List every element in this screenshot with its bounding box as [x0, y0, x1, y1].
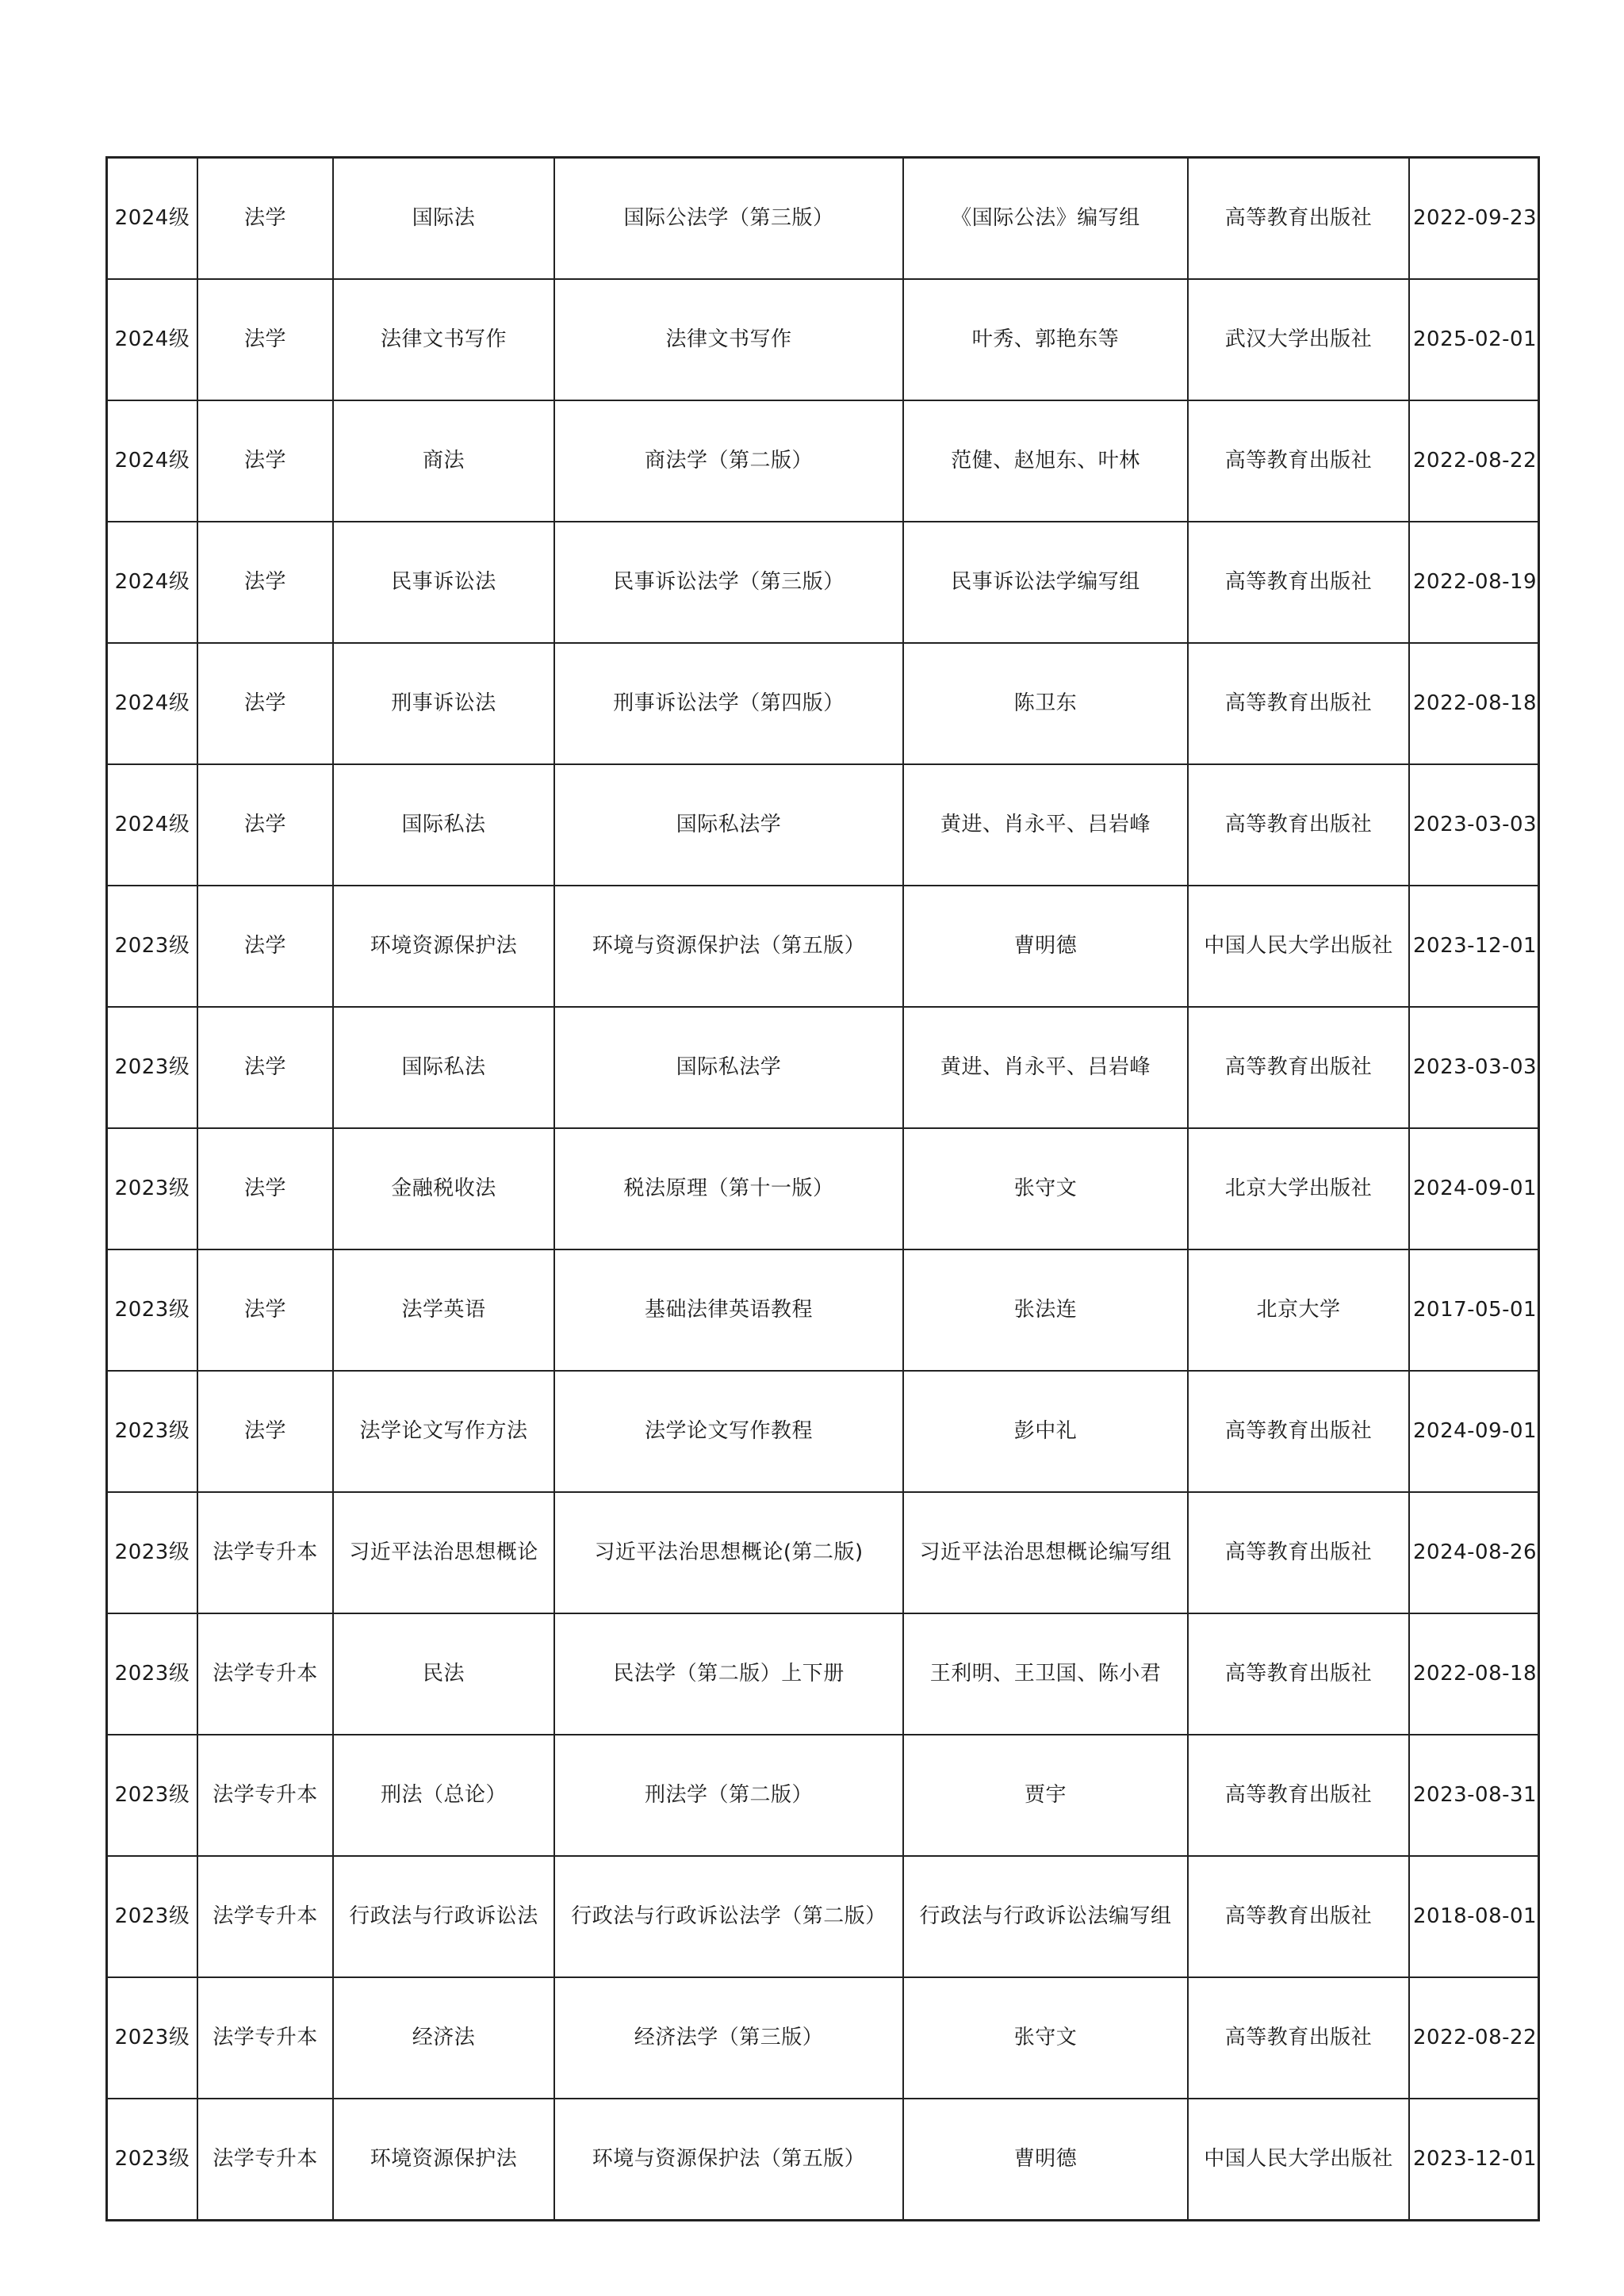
cell-textbook: 商法学（第二版）: [554, 400, 903, 522]
cell-publish-date: 2022-08-22: [1409, 1977, 1539, 2099]
cell-course: 行政法与行政诉讼法: [333, 1856, 554, 1977]
cell-textbook: 经济法学（第三版）: [554, 1977, 903, 2099]
cell-major: 法学: [197, 1371, 333, 1492]
cell-grade: 2023级: [107, 1249, 198, 1371]
table-row: [107, 1492, 1539, 1613]
cell-grade: 2023级: [107, 2099, 198, 2221]
cell-publisher: 高等教育出版社: [1188, 1613, 1409, 1735]
cell-course: 商法: [333, 400, 554, 522]
cell-grade: 2023级: [107, 1371, 198, 1492]
cell-course: 法律文书写作: [333, 279, 554, 400]
cell-publish-date: 2018-08-01: [1409, 1856, 1539, 1977]
cell-textbook: 民事诉讼法学（第三版）: [554, 522, 903, 643]
cell-grade: 2023级: [107, 1492, 198, 1613]
cell-course: 刑事诉讼法: [333, 643, 554, 764]
cell-major: 法学: [197, 1128, 333, 1249]
cell-publisher: 高等教育出版社: [1188, 158, 1409, 280]
cell-publisher: 高等教育出版社: [1188, 764, 1409, 886]
cell-publisher: 高等教育出版社: [1188, 400, 1409, 522]
table-row: [107, 1977, 1539, 2099]
cell-textbook: 环境与资源保护法（第五版）: [554, 2099, 903, 2221]
cell-course: 法学英语: [333, 1249, 554, 1371]
cell-major: 法学专升本: [197, 2099, 333, 2221]
cell-textbook: 国际私法学: [554, 1007, 903, 1128]
cell-author: 彭中礼: [903, 1371, 1188, 1492]
cell-major: 法学专升本: [197, 1735, 333, 1856]
cell-publisher: 高等教育出版社: [1188, 1977, 1409, 2099]
cell-publish-date: 2024-09-01: [1409, 1371, 1539, 1492]
cell-major: 法学专升本: [197, 1856, 333, 1977]
cell-publish-date: 2023-12-01: [1409, 886, 1539, 1007]
cell-grade: 2024级: [107, 643, 198, 764]
cell-grade: 2024级: [107, 522, 198, 643]
table-row: [107, 643, 1539, 764]
cell-publish-date: 2023-03-03: [1409, 764, 1539, 886]
cell-textbook: 刑事诉讼法学（第四版）: [554, 643, 903, 764]
cell-major: 法学专升本: [197, 1492, 333, 1613]
table-row: [107, 886, 1539, 1007]
cell-grade: 2023级: [107, 1856, 198, 1977]
cell-major: 法学专升本: [197, 1977, 333, 2099]
cell-author: 曹明德: [903, 886, 1188, 1007]
cell-course: 国际法: [333, 158, 554, 280]
cell-publisher: 高等教育出版社: [1188, 1007, 1409, 1128]
cell-publisher: 北京大学: [1188, 1249, 1409, 1371]
cell-textbook: 行政法与行政诉讼法学（第二版）: [554, 1856, 903, 1977]
cell-course: 经济法: [333, 1977, 554, 2099]
cell-publisher: 中国人民大学出版社: [1188, 2099, 1409, 2221]
cell-author: 黄进、肖永平、吕岩峰: [903, 1007, 1188, 1128]
cell-publisher: 中国人民大学出版社: [1188, 886, 1409, 1007]
cell-grade: 2024级: [107, 400, 198, 522]
cell-textbook: 刑法学（第二版）: [554, 1735, 903, 1856]
cell-publisher: 高等教育出版社: [1188, 1371, 1409, 1492]
cell-course: 国际私法: [333, 764, 554, 886]
cell-author: 民事诉讼法学编写组: [903, 522, 1188, 643]
cell-publish-date: 2022-08-18: [1409, 643, 1539, 764]
cell-grade: 2023级: [107, 1007, 198, 1128]
cell-publish-date: 2024-08-26: [1409, 1492, 1539, 1613]
cell-author: 《国际公法》编写组: [903, 158, 1188, 280]
cell-course: 民事诉讼法: [333, 522, 554, 643]
cell-course: 习近平法治思想概论: [333, 1492, 554, 1613]
cell-major: 法学: [197, 764, 333, 886]
cell-textbook: 习近平法治思想概论(第二版): [554, 1492, 903, 1613]
table-row: [107, 764, 1539, 886]
cell-major: 法学: [197, 1249, 333, 1371]
table-row: [107, 1856, 1539, 1977]
cell-course: 刑法（总论）: [333, 1735, 554, 1856]
cell-author: 张守文: [903, 1128, 1188, 1249]
cell-major: 法学: [197, 522, 333, 643]
table-row: [107, 1007, 1539, 1128]
cell-textbook: 环境与资源保护法（第五版）: [554, 886, 903, 1007]
cell-publisher: 高等教育出版社: [1188, 1735, 1409, 1856]
cell-author: 叶秀、郭艳东等: [903, 279, 1188, 400]
table-row: [107, 400, 1539, 522]
cell-major: 法学: [197, 279, 333, 400]
cell-textbook: 国际公法学（第三版）: [554, 158, 903, 280]
cell-textbook: 国际私法学: [554, 764, 903, 886]
cell-publish-date: 2022-08-18: [1409, 1613, 1539, 1735]
cell-author: 曹明德: [903, 2099, 1188, 2221]
cell-major: 法学: [197, 400, 333, 522]
cell-grade: 2024级: [107, 764, 198, 886]
cell-publisher: 高等教育出版社: [1188, 1856, 1409, 1977]
cell-course: 民法: [333, 1613, 554, 1735]
cell-publish-date: 2017-05-01: [1409, 1249, 1539, 1371]
table-row: [107, 158, 1539, 280]
cell-author: 贾宇: [903, 1735, 1188, 1856]
cell-grade: 2023级: [107, 1128, 198, 1249]
table-row: [107, 279, 1539, 400]
table-row: [107, 1249, 1539, 1371]
cell-publisher: 北京大学出版社: [1188, 1128, 1409, 1249]
table-row: [107, 1128, 1539, 1249]
cell-author: 陈卫东: [903, 643, 1188, 764]
cell-major: 法学: [197, 643, 333, 764]
cell-textbook: 法学论文写作教程: [554, 1371, 903, 1492]
table-row: [107, 1613, 1539, 1735]
cell-publisher: 武汉大学出版社: [1188, 279, 1409, 400]
cell-major: 法学专升本: [197, 1613, 333, 1735]
table-row: [107, 522, 1539, 643]
table-row: [107, 2099, 1539, 2221]
table-row: [107, 1371, 1539, 1492]
cell-publish-date: 2022-08-19: [1409, 522, 1539, 643]
cell-publish-date: 2023-03-03: [1409, 1007, 1539, 1128]
cell-publish-date: 2025-02-01: [1409, 279, 1539, 400]
cell-author: 王利明、王卫国、陈小君: [903, 1613, 1188, 1735]
cell-publisher: 高等教育出版社: [1188, 643, 1409, 764]
cell-major: 法学: [197, 1007, 333, 1128]
cell-author: 范健、赵旭东、叶林: [903, 400, 1188, 522]
table-row: [107, 1735, 1539, 1856]
cell-publish-date: 2022-08-22: [1409, 400, 1539, 522]
cell-grade: 2023级: [107, 1735, 198, 1856]
cell-grade: 2024级: [107, 158, 198, 280]
cell-textbook: 税法原理（第十一版）: [554, 1128, 903, 1249]
cell-textbook: 法律文书写作: [554, 279, 903, 400]
cell-publish-date: 2024-09-01: [1409, 1128, 1539, 1249]
cell-major: 法学: [197, 886, 333, 1007]
cell-grade: 2023级: [107, 1977, 198, 2099]
cell-textbook: 民法学（第二版）上下册: [554, 1613, 903, 1735]
cell-course: 法学论文写作方法: [333, 1371, 554, 1492]
cell-publisher: 高等教育出版社: [1188, 522, 1409, 643]
cell-publisher: 高等教育出版社: [1188, 1492, 1409, 1613]
cell-publish-date: 2023-08-31: [1409, 1735, 1539, 1856]
cell-author: 张法连: [903, 1249, 1188, 1371]
cell-author: 习近平法治思想概论编写组: [903, 1492, 1188, 1613]
cell-course: 国际私法: [333, 1007, 554, 1128]
cell-course: 金融税收法: [333, 1128, 554, 1249]
textbook-table: [105, 156, 1540, 2221]
cell-author: 黄进、肖永平、吕岩峰: [903, 764, 1188, 886]
cell-author: 张守文: [903, 1977, 1188, 2099]
table-body: [107, 158, 1539, 2221]
cell-course: 环境资源保护法: [333, 886, 554, 1007]
cell-publish-date: 2023-12-01: [1409, 2099, 1539, 2221]
cell-grade: 2023级: [107, 886, 198, 1007]
cell-textbook: 基础法律英语教程: [554, 1249, 903, 1371]
cell-course: 环境资源保护法: [333, 2099, 554, 2221]
cell-grade: 2023级: [107, 1613, 198, 1735]
cell-grade: 2024级: [107, 279, 198, 400]
cell-author: 行政法与行政诉讼法编写组: [903, 1856, 1188, 1977]
cell-major: 法学: [197, 158, 333, 280]
cell-publish-date: 2022-09-23: [1409, 158, 1539, 280]
